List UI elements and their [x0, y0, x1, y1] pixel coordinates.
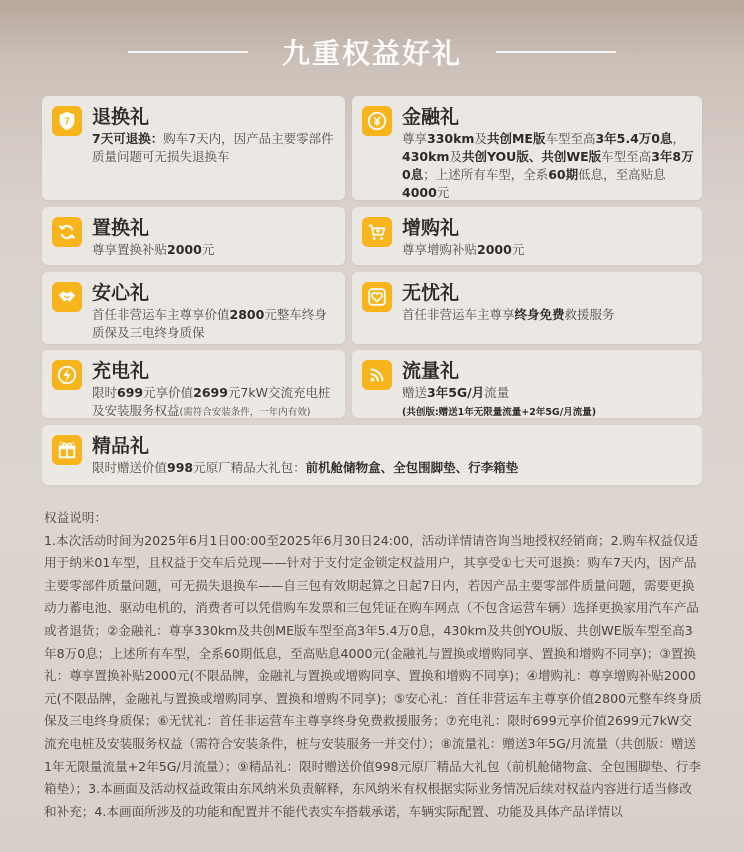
- card-title: 金融礼: [402, 106, 460, 128]
- gift-box-icon: [52, 435, 82, 465]
- card-desc: 限时赠送价值998元原厂精品大礼包：前机舱储物盒、全包围脚垫、行李箱垫: [92, 460, 519, 475]
- card-desc: 赠送3年5G/月流量 (共创版:赠送1年无限量流量+2年5G/月流量): [402, 385, 597, 418]
- card-chongdian: [42, 350, 345, 418]
- card-desc: 限时699元享价值2699元7kW交流充电桩及安装服务权益(需符合安装条件，一年内有效): [92, 385, 331, 418]
- card-wuyou: [352, 272, 702, 344]
- card-title: 无忧礼: [402, 282, 460, 304]
- card-title: 增购礼: [402, 217, 460, 239]
- page-title: 九重权益好礼: [281, 37, 462, 70]
- card-zhihuan: [42, 207, 345, 265]
- card-title: 置换礼: [92, 217, 150, 239]
- card-tuihuan: [42, 96, 345, 200]
- card-title: 充电礼: [92, 360, 150, 382]
- heart-shield-icon: [362, 282, 392, 312]
- card-desc: 7天可退换：购车7天内，因产品主要零部件质量问题可无损失退换车: [92, 131, 334, 164]
- header-left-line: [128, 51, 248, 53]
- card-desc: 首任非营运车主尊享终身免费救援服务: [402, 307, 615, 322]
- signal-wifi-icon: [362, 360, 392, 390]
- card-liuliang: [352, 350, 702, 418]
- handshake-icon: [52, 282, 82, 312]
- lightning-icon: [52, 360, 82, 390]
- card-desc: 尊享置换补贴2000元: [92, 242, 215, 257]
- section-header: [0, 24, 744, 80]
- cart-plus-icon: [362, 217, 392, 247]
- header-right-line: [496, 51, 616, 53]
- notes-body: 1.本次活动时间为2025年6月1日00:00至2025年6月30日24:00，活动详情请咨询当地授权经销商；2.购车权益仅适用于纳米01车型，且权益于交车后兑现——针对于支付定金锁定权益用户，其享受①七天可退换：购车7天内，因产品主要零部件质量问题，可无损失退换车——自三包有效期起算之日起7日内，若因产品主要零部件质量问题，需要更换动力蓄电池、驱动电机的，消费者可以凭借购车发票和三包凭证在购车网点（不包含运营车辆）选择更换家用汽车产品或者退货；②金融礼：尊享330km及共创ME版车型至高3年5.4万0息，430km及共创YOU版、共创WE版车型至高3年8万0息；上述所有车型，全系60期低息，至高贴息4000元(金融礼与置换或增购同享、置换和增购不同享)；③置换礼：尊享置换补贴2000元(不限品牌，金融礼与置换或增购同享、置换和增购不同享)；④增购礼：尊享增购补贴2000元(不限品牌，金融礼与置换或增购同享、置换和增购不同享)；⑤安心礼：首任非营运车主尊享价值2800元整车终身质保及三电终身质保；⑥无忧礼：首任非运营车主尊享终身免费救援服务；⑦充电礼：限时699元享价值2699元7kW交流充电桩及安装服务权益（需符合安装条件，桩与安装服务一并交付）；⑧流量礼：赠送3年5G/月流量（共创版：赠送1年无限量流量+2年5G/月流量）；⑨精品礼：限时赠送价值998元原厂精品大礼包（前机舱储物盒、全包围脚垫、行李箱垫）；3.本画面及活动权益政策由东风纳米负责解释，东风纳米有权根据实际业务情况后续对权益内容进行适当修改和补充；4.本画面所涉及的功能和配置并不能代表实车搭载承诺，车辆实际配置、功能及具体产品详情以: [44, 532, 702, 819]
- card-title: 精品礼: [92, 435, 150, 457]
- card-desc: 尊享增购补贴2000元: [402, 242, 525, 257]
- coin-yen-icon: [362, 106, 392, 136]
- card-jingpin: [42, 425, 702, 485]
- refresh-icon: [52, 217, 82, 247]
- card-anxin: [42, 272, 345, 344]
- card-zenggou: [352, 207, 702, 265]
- terms-notes: [44, 507, 704, 823]
- card-title: 安心礼: [92, 282, 150, 304]
- card-desc: 首任非营运车主尊享价值2800元整车终身质保及三电终身质保: [92, 307, 327, 340]
- notes-heading: 权益说明：: [44, 510, 107, 525]
- badge-7-icon: [52, 106, 82, 136]
- card-desc: 尊享330km及共创ME版车型至高3年5.4万0息，430km及共创YOU版、共创WE版车型至高3年8万0息；上述所有车型，全系60期低息，至高贴息4000元: [402, 131, 694, 200]
- card-title: 流量礼: [402, 360, 460, 382]
- card-jinrong: [352, 96, 702, 200]
- card-title: 退换礼: [92, 106, 150, 128]
- svg-text:7: 7: [64, 116, 70, 128]
